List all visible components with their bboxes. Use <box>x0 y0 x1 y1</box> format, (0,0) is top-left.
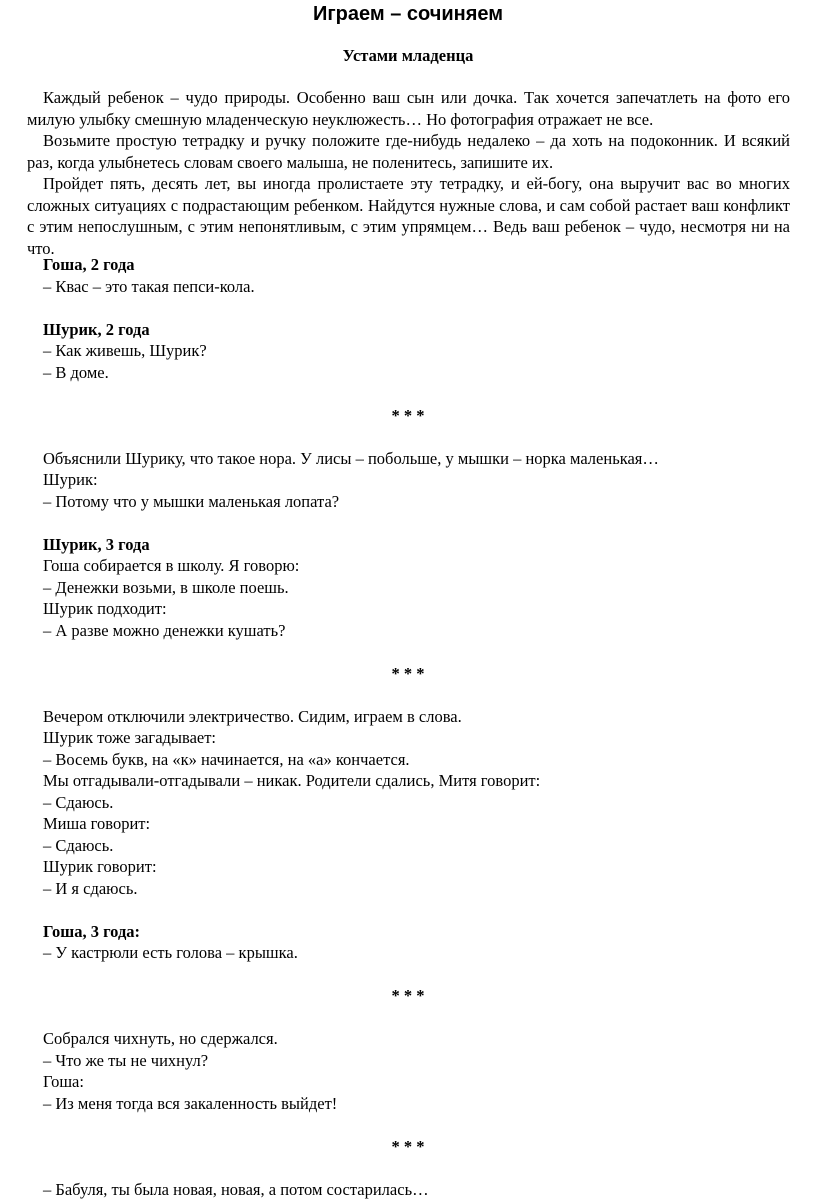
section-separator: * * * <box>0 985 816 1007</box>
text-line: – Как живешь, Шурик? <box>43 340 793 362</box>
document-subtitle: Устами младенца <box>0 45 816 67</box>
text-line: Объяснили Шурику, что такое нора. У лисы – побольше, у мышки – норка маленькая… <box>43 448 793 470</box>
text-line: – У кастрюли есть голова – крышка. <box>43 942 793 964</box>
document-title: Играем – сочиняем <box>0 2 816 26</box>
section-separator: * * * <box>0 405 816 427</box>
blank-line <box>43 964 793 986</box>
text-line: – А разве можно денежки кушать? <box>43 620 793 642</box>
text-line: Шурик подходит: <box>43 598 793 620</box>
section-separator: * * * <box>0 663 816 685</box>
text-line: Миша говорит: <box>43 813 793 835</box>
blank-line <box>43 1157 793 1179</box>
text-line: – Восемь букв, на «к» начинается, на «а» кончается. <box>43 749 793 771</box>
text-line: Гоша: <box>43 1071 793 1093</box>
blank-line <box>43 383 793 405</box>
text-line: – Потому что у мышки маленькая лопата? <box>43 491 793 513</box>
blank-line <box>43 684 793 706</box>
entry-heading: Гоша, 2 года <box>43 254 793 276</box>
blank-line <box>43 426 793 448</box>
text-line: – Квас – это такая пепси-кола. <box>43 276 793 298</box>
text-line: – Бабуля, ты была новая, новая, а потом состарилась… <box>43 1179 793 1200</box>
text-line: – Сдаюсь. <box>43 835 793 857</box>
text-line: Шурик: <box>43 469 793 491</box>
text-line: Вечером отключили электричество. Сидим, играем в слова. <box>43 706 793 728</box>
blank-line <box>43 1007 793 1029</box>
intro-paragraph: Пройдет пять, десять лет, вы иногда пролистаете эту тетрадку, и ей-богу, она выручит вас во многих сложных ситуациях с подрастающим ребенком. Найдутся нужные слова, и сам собой растает ваш конфликт с этим непослушным, с этим непонятливым, с этим упрямцем… Ведь ваш ребенок – чудо, несмотря ни на что. <box>27 173 790 259</box>
text-line: – Денежки возьми, в школе поешь. <box>43 577 793 599</box>
text-line: Гоша собирается в школу. Я говорю: <box>43 555 793 577</box>
text-line: – Что же ты не чихнул? <box>43 1050 793 1072</box>
text-line: – Сдаюсь. <box>43 792 793 814</box>
text-line: Мы отгадывали-отгадывали – никак. Родители сдались, Митя говорит: <box>43 770 793 792</box>
entry-heading: Шурик, 3 года <box>43 534 793 556</box>
blank-line <box>43 297 793 319</box>
text-line: – И я сдаюсь. <box>43 878 793 900</box>
section-separator: * * * <box>0 1136 816 1158</box>
text-line: Шурик тоже загадывает: <box>43 727 793 749</box>
blank-line <box>43 641 793 663</box>
text-line: – Из меня тогда вся закаленность выйдет! <box>43 1093 793 1115</box>
blank-line <box>43 512 793 534</box>
intro-paragraph: Возьмите простую тетрадку и ручку положите где-нибудь недалеко – да хоть на подоконник. И всякий раз, когда улыбнетесь словам своего малыша, не поленитесь, запишите их. <box>27 130 790 173</box>
intro-section <box>27 87 790 259</box>
text-line: Собрался чихнуть, но сдержался. <box>43 1028 793 1050</box>
entry-heading: Шурик, 2 года <box>43 319 793 341</box>
intro-paragraph: Каждый ребенок – чудо природы. Особенно ваш сын или дочка. Так хочется запечатлеть на фото его милую улыбку смешную младенческую неуклюжесть… Но фотография отражает не все. <box>27 87 790 130</box>
blank-line <box>43 899 793 921</box>
entry-heading: Гоша, 3 года: <box>43 921 793 943</box>
text-line: Шурик говорит: <box>43 856 793 878</box>
blank-line <box>43 1114 793 1136</box>
sayings-list <box>43 254 793 1200</box>
text-line: – В доме. <box>43 362 793 384</box>
